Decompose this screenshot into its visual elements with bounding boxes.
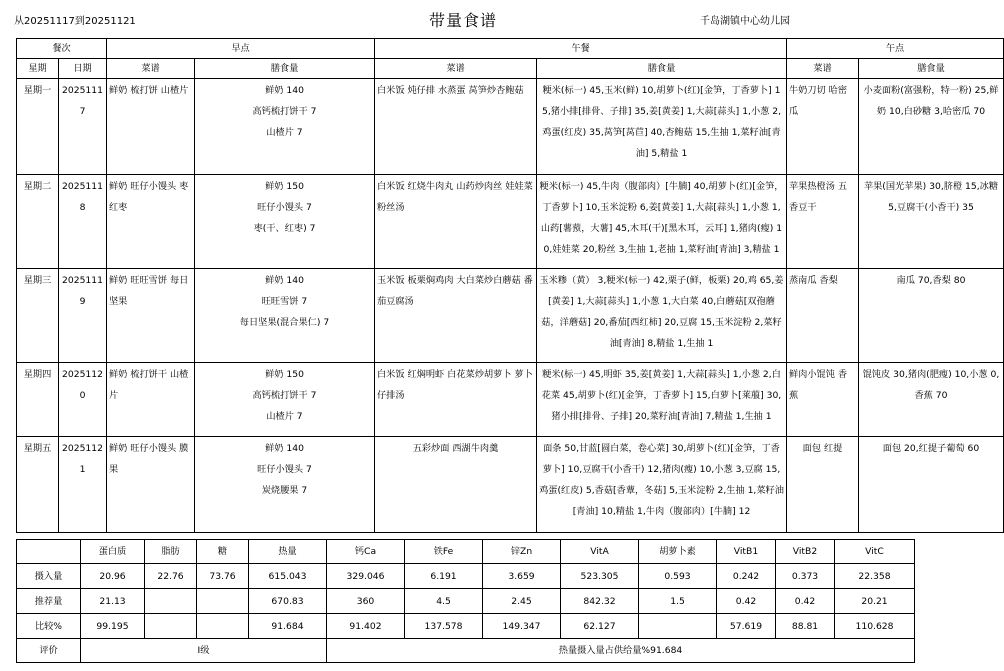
weekday-cell: 星期一 [17,79,59,175]
nutrient-header: 脂肪 [145,540,197,564]
amount-line: 山楂片 7 [266,127,303,138]
lunch-header: 午餐 [375,39,787,59]
weekday-cell: 星期二 [17,175,59,269]
table-row [17,437,1004,533]
nutrient-value: 4.5 [405,589,483,614]
snack-recipe-cell: 鲜肉小馄饨 香蕉 [787,363,859,437]
date-cell: 20251121 [59,437,107,533]
nutrient-value: 88.81 [776,614,835,639]
breakfast-amount-cell [195,79,375,175]
breakfast-recipe-cell: 鲜奶 旺旺雪饼 每日坚果 [107,269,195,363]
date-header: 日期 [59,59,107,79]
nutrient-value: 137.578 [405,614,483,639]
amount-line: 高钙梳打饼干 7 [252,390,317,401]
lunch-amount-cell: 粳米(标一) 45,玉米(鲜) 10,胡萝卜(红)[金笋，丁香萝卜] 15,猪小排[排骨、子排] 35,姜[黄姜] 1,大蒜[蒜头] 1,小葱 2,鸡蛋(红皮) 35,莴笋[莴苣] 40,杏鲍菇 15,生抽 1,菜籽油[青油] 5,精盐 1 [537,79,787,175]
meal-header: 餐次 [17,39,107,59]
nutrient-value: 0.593 [639,564,717,589]
nutrient-value: 2.45 [483,589,561,614]
nutrient-value: 62.127 [561,614,639,639]
weekday-cell: 星期五 [17,437,59,533]
lunch-amount-cell: 玉米糁（黄） 3,粳米(标一) 42,栗子(鲜，板栗) 20,鸡 65,姜[黄姜] 1,大蒜[蒜头] 1,小葱 1,大白菜 40,白蘑菇[双孢蘑菇，洋蘑菇] 20,番茄[西红柿] 20,豆腐 15,玉米淀粉 2,菜籽油[青油] 8,精盐 1,生抽 1 [537,269,787,363]
weekday-cell: 星期四 [17,363,59,437]
nutrient-header: 蛋白质 [81,540,145,564]
amount-line: 鲜奶 140 [265,275,304,286]
table-row [17,79,1004,175]
nutrient-value: 0.373 [776,564,835,589]
nutrient-value: 22.76 [145,564,197,589]
lunch-recipe-cell: 白米饭 红烧牛肉丸 山药炒肉丝 娃娃菜粉丝汤 [375,175,537,269]
row-label: 比较% [17,614,81,639]
lunch-recipe-cell: 五彩炒面 西湖牛肉羹 [375,437,537,533]
nutrient-value [197,614,249,639]
snack-amount-cell: 苹果(国光苹果) 30,脐橙 15,冰糖 5,豆腐干(小香干) 35 [859,175,1004,269]
breakfast-recipe-cell: 鲜奶 梳打饼干 山楂片 [107,363,195,437]
lunch-recipe-cell: 白米饭 炖仔排 水蒸蛋 莴笋炒杏鲍菇 [375,79,537,175]
nutrient-value: 842.32 [561,589,639,614]
lunch-recipe-cell: 玉米饭 板栗焖鸡肉 大白菜炒白蘑菇 番茄豆腐汤 [375,269,537,363]
row-label: 摄入量 [17,564,81,589]
nutrient-value: 670.83 [249,589,327,614]
evaluation-grade: Ⅰ级 [81,639,327,663]
breakfast-amount-cell [195,269,375,363]
snack-recipe-cell: 苹果热橙汤 五香豆干 [787,175,859,269]
breakfast-recipe-cell: 鲜奶 梳打饼 山楂片 [107,79,195,175]
menu-subheader-row [17,59,1004,79]
nutrition-table [16,539,915,663]
snack-recipe-cell: 牛奶刀切 哈密瓜 [787,79,859,175]
amount-line: 炭烧腰果 7 [261,485,308,496]
nutrient-value: 73.76 [197,564,249,589]
nutrient-value: 99.195 [81,614,145,639]
school-name: 千岛湖镇中心幼儿园 [700,16,790,27]
nutrient-value [145,589,197,614]
nutrient-value: 22.358 [835,564,915,589]
snack-amount-cell: 馄饨皮 30,猪肉(肥瘦) 10,小葱 0,香蕉 70 [859,363,1004,437]
breakfast-recipe-cell: 鲜奶 旺仔小馒头 膜果 [107,437,195,533]
amount-line: 鲜奶 140 [265,443,304,454]
row-label: 推荐量 [17,589,81,614]
nutrient-value: 1.5 [639,589,717,614]
breakfast-recipe-cell: 鲜奶 旺仔小馒头 枣红枣 [107,175,195,269]
breakfast-amount-header: 膳食量 [195,59,375,79]
amount-line: 旺仔小馒头 7 [257,464,312,475]
nutrient-value: 20.96 [81,564,145,589]
table-row [17,175,1004,269]
nutrient-header: 胡萝卜素 [639,540,717,564]
date-cell: 20251118 [59,175,107,269]
nutrient-value: 149.347 [483,614,561,639]
snack-recipe-header: 菜谱 [787,59,859,79]
nutrient-header: VitC [835,540,915,564]
evaluation-row [17,639,915,663]
lunch-recipe-header: 菜谱 [375,59,537,79]
intake-row [17,564,915,589]
snack-amount-header: 膳食量 [859,59,1004,79]
blank-corner [17,540,81,564]
nutrient-value [639,614,717,639]
recommended-row [17,589,915,614]
lunch-amount-cell: 粳米(标一) 45,牛肉（腹部肉）[牛腩] 40,胡萝卜(红)[金笋，丁香萝卜] 10,玉米淀粉 6,姜[黄姜] 1,大蒜[蒜头] 1,小葱 1,山药[薯蓣，大薯] 45,木耳(干)[黑木耳，云耳] 1,猪肉(瘦) 10,娃娃菜 20,粉丝 3,生抽 1,老抽 1,菜籽油[青油] 3,精盐 1 [537,175,787,269]
evaluation-label: 评价 [17,639,81,663]
date-cell: 20251119 [59,269,107,363]
snack-amount-cell: 面包 20,红提子葡萄 60 [859,437,1004,533]
date-range: 从20251117到20251121 [14,16,136,27]
nutrient-value [197,589,249,614]
nutrient-value: 21.13 [81,589,145,614]
amount-line: 枣(干、红枣) 7 [253,223,316,234]
nutrient-header: 热量 [249,540,327,564]
lunch-amount-cell: 粳米(标一) 45,明虾 35,姜[黄姜] 1,大蒜[蒜头] 1,小葱 2,白花菜 45,胡萝卜(红)[金笋，丁香萝卜] 15,白萝卜[莱菔] 30,猪小排[排骨、子排] 20,菜籽油[青油] 7,精盐 1,生抽 1 [537,363,787,437]
amount-line: 山楂片 7 [266,411,303,422]
weekday-cell: 星期三 [17,269,59,363]
lunch-amount-header: 膳食量 [537,59,787,79]
breakfast-amount-cell [195,437,375,533]
nutrient-header: 钙Ca [327,540,405,564]
snack-amount-cell: 南瓜 70,香梨 80 [859,269,1004,363]
nutrient-header: VitB2 [776,540,835,564]
snack-recipe-cell: 蒸南瓜 香梨 [787,269,859,363]
snack-amount-cell: 小麦面粉(富强粉，特一粉) 25,鲜奶 10,白砂糖 3,哈密瓜 70 [859,79,1004,175]
nutrient-value: 615.043 [249,564,327,589]
lunch-recipe-cell: 白米饭 红焖明虾 白花菜炒胡萝卜 萝卜仔排汤 [375,363,537,437]
date-cell: 20251117 [59,79,107,175]
nutrient-value: 360 [327,589,405,614]
nutrient-value [145,614,197,639]
nutrient-value: 0.42 [776,589,835,614]
nutrient-value: 0.242 [717,564,776,589]
nutrient-value: 0.42 [717,589,776,614]
weekday-header: 星期 [17,59,59,79]
nutrient-value: 91.402 [327,614,405,639]
nutrient-header: 糖 [197,540,249,564]
nutrition-header-row [17,540,915,564]
nutrient-header: VitB1 [717,540,776,564]
nutrient-header: 铁Fe [405,540,483,564]
page-header [0,0,926,38]
amount-line: 鲜奶 150 [265,369,304,380]
date-cell: 20251120 [59,363,107,437]
nutrient-value: 3.659 [483,564,561,589]
breakfast-header: 早点 [107,39,375,59]
breakfast-amount-cell [195,175,375,269]
nutrient-value: 6.191 [405,564,483,589]
nutrient-value: 523.305 [561,564,639,589]
amount-line: 旺旺雪饼 7 [261,296,308,307]
nutrient-value: 57.619 [717,614,776,639]
nutrient-value: 329.046 [327,564,405,589]
table-row [17,363,1004,437]
amount-line: 每日坚果(混合果仁) 7 [239,317,330,328]
breakfast-amount-cell [195,363,375,437]
comparison-row [17,614,915,639]
breakfast-recipe-header: 菜谱 [107,59,195,79]
nutrient-value: 91.684 [249,614,327,639]
page-title: 带量食谱 [428,11,497,30]
menu-table [16,38,1004,533]
amount-line: 高钙梳打饼干 7 [252,106,317,117]
nutrient-header: VitA [561,540,639,564]
table-row [17,269,1004,363]
amount-line: 旺仔小馒头 7 [257,202,312,213]
snack-recipe-cell: 面包 红提 [787,437,859,533]
lunch-amount-cell: 面条 50,甘蓝[圆白菜，卷心菜] 30,胡萝卜(红)[金笋，丁香萝卜] 10,豆腐干(小香干) 12,猪肉(瘦) 10,小葱 3,豆腐 15,鸡蛋(红皮) 5,香菇[香蕈，冬菇] 5,玉米淀粉 2,生抽 1,菜籽油[青油] 10,精盐 1,牛肉（腹部肉）[牛腩] 12 [537,437,787,533]
nutrient-header: 锌Zn [483,540,561,564]
amount-line: 鲜奶 150 [265,181,304,192]
amount-line: 鲜奶 140 [265,85,304,96]
evaluation-summary: 热量摄入量占供给量%91.684 [327,639,915,663]
nutrient-value: 110.628 [835,614,915,639]
menu-header-row [17,39,1004,59]
snack-header: 午点 [787,39,1004,59]
nutrient-value: 20.21 [835,589,915,614]
